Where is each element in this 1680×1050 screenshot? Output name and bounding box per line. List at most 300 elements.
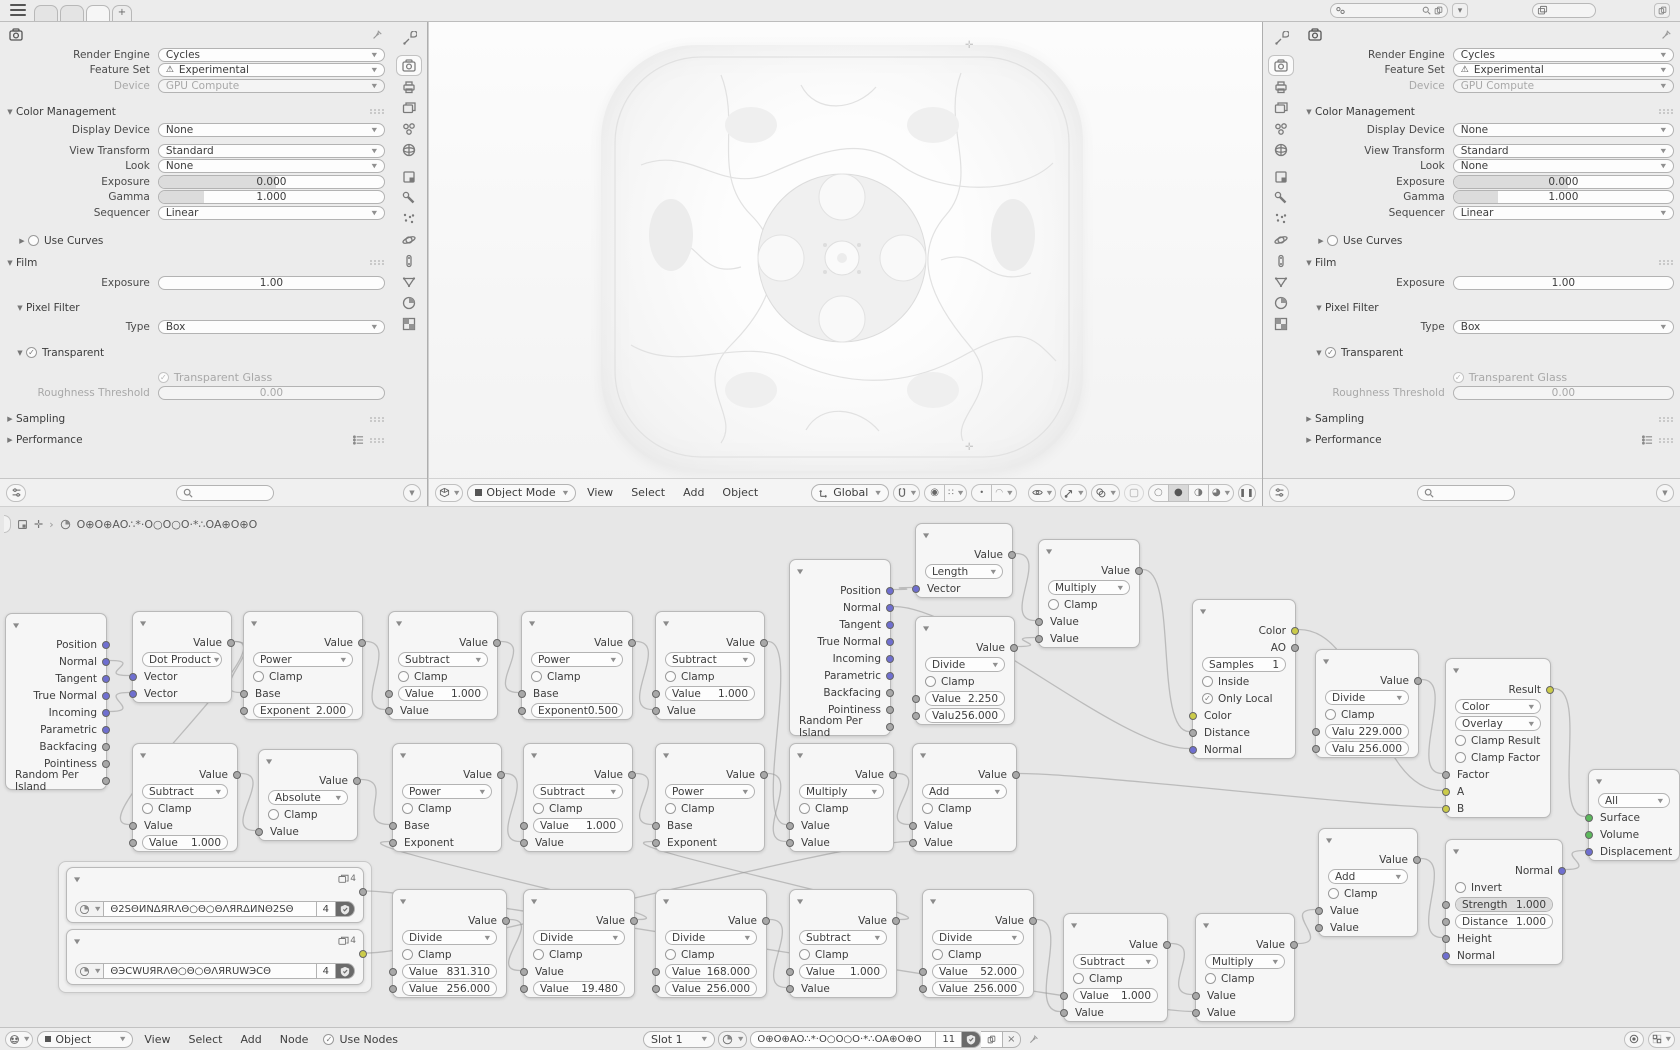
add-workspace-button[interactable]: + [112, 5, 132, 21]
section-pixel-filter[interactable] [1313, 301, 1674, 315]
tab-texture-icon[interactable] [1268, 313, 1294, 334]
fake-user-shield-icon[interactable] [336, 963, 355, 979]
tab-scene-icon[interactable] [396, 118, 422, 139]
input-socket[interactable] [389, 985, 397, 993]
input-socket[interactable] [1442, 935, 1450, 943]
node-header[interactable] [524, 744, 632, 766]
tab-material-icon[interactable] [1268, 292, 1294, 313]
node-header[interactable] [656, 890, 766, 912]
output-socket[interactable] [102, 743, 110, 751]
input-socket[interactable] [919, 985, 927, 993]
node-value-field[interactable] [531, 703, 623, 718]
node-header[interactable] [1316, 650, 1418, 672]
editor-type-button[interactable] [1269, 484, 1289, 502]
falloff-group[interactable]: • ◠ ▼ [971, 484, 1016, 502]
node-mul2[interactable] [1038, 539, 1140, 648]
node-dropdown[interactable] [1598, 793, 1670, 808]
node-header[interactable] [1039, 540, 1139, 562]
input-socket[interactable] [1585, 831, 1593, 839]
node-dropdown[interactable] [268, 790, 348, 805]
shading-wireframe-button[interactable]: ○ [1148, 484, 1168, 502]
node-checkbox[interactable] [1205, 973, 1255, 985]
grip-icon[interactable] [370, 417, 385, 422]
shader-node-editor[interactable] [0, 507, 1680, 1050]
prop-dd-feature-set[interactable] [1453, 63, 1674, 77]
output-socket[interactable] [227, 639, 235, 647]
input-socket[interactable] [912, 585, 920, 593]
node-checkbox[interactable] [922, 803, 972, 815]
input-socket[interactable] [1192, 1009, 1200, 1017]
node-out1[interactable] [1588, 769, 1680, 861]
tab-physics-icon[interactable] [1268, 229, 1294, 250]
output-socket[interactable] [628, 771, 636, 779]
menu-add[interactable]: Add [683, 486, 705, 499]
grip-icon[interactable] [1659, 260, 1674, 265]
backdrop-icon[interactable] [1624, 1031, 1644, 1048]
node-menu-add[interactable]: Add [240, 1032, 262, 1046]
node-value-field[interactable] [799, 964, 887, 979]
output-socket[interactable] [353, 777, 361, 785]
output-socket[interactable] [886, 621, 894, 629]
prop-dd-render-engine[interactable] [158, 48, 385, 62]
tab-object-icon[interactable] [1268, 166, 1294, 187]
collapse-icon[interactable]: ▼ [663, 897, 670, 905]
input-socket[interactable] [912, 695, 920, 703]
node-value-field[interactable] [402, 964, 497, 979]
collapse-icon[interactable]: ▼ [529, 619, 536, 627]
prop-slider-exposure[interactable] [158, 175, 385, 189]
collapse-icon[interactable]: ▼ [797, 567, 804, 575]
prop-dd-display-device[interactable] [158, 123, 385, 137]
node-dropdown[interactable] [925, 657, 1005, 672]
input-socket[interactable] [1442, 771, 1450, 779]
collapse-icon[interactable]: ▼ [1453, 666, 1460, 674]
section-performance[interactable] [4, 433, 385, 447]
transparent-glass-checkbox[interactable] [158, 371, 385, 384]
tab-output-icon[interactable] [1268, 76, 1294, 97]
options-dropdown[interactable]: ▼ [1656, 484, 1674, 502]
node-dropdown[interactable] [402, 930, 497, 945]
node-header[interactable] [1319, 829, 1417, 851]
editor-type-dropdown-nodes[interactable]: ▼ [5, 1031, 33, 1048]
section-transparent[interactable] [14, 346, 385, 360]
collapse-icon[interactable]: ▼ [251, 619, 258, 627]
list-icon[interactable] [1642, 435, 1653, 445]
node-mix1[interactable] [1445, 658, 1551, 818]
prop-dd-sequencer[interactable] [1453, 206, 1674, 220]
menu-view[interactable]: View [587, 486, 614, 499]
datablock-icon-dropdown[interactable]: ▼ [75, 963, 103, 979]
collapse-icon[interactable]: ▼ [1326, 836, 1333, 844]
tab-world-icon[interactable] [396, 139, 422, 160]
unlink-material-button[interactable]: × [1003, 1031, 1020, 1048]
node-checkbox[interactable] [1202, 676, 1249, 688]
collapse-icon[interactable]: ▼ [663, 619, 670, 627]
node-value-field[interactable] [402, 981, 497, 996]
collapse-icon[interactable]: ▼ [1200, 607, 1207, 615]
output-socket[interactable] [102, 692, 110, 700]
input-socket[interactable] [1189, 712, 1197, 720]
input-socket[interactable] [909, 839, 917, 847]
input-socket[interactable] [389, 822, 397, 830]
material-datablock-icon[interactable]: ▼ [718, 1031, 747, 1048]
node-add1[interactable] [912, 743, 1017, 852]
node-g52[interactable] [922, 889, 1034, 998]
node-value-field[interactable] [533, 818, 623, 833]
section-color-management[interactable] [4, 105, 385, 119]
prop-dd-device[interactable] [158, 79, 385, 93]
node-checkbox[interactable] [665, 949, 715, 961]
node-gsub6[interactable] [1063, 913, 1168, 1022]
input-socket[interactable] [1442, 952, 1450, 960]
fake-user-shield-icon[interactable] [336, 901, 355, 917]
input-socket[interactable] [520, 839, 528, 847]
input-socket[interactable] [912, 712, 920, 720]
input-socket[interactable] [1312, 728, 1320, 736]
prop-field-roughness-threshold[interactable] [1453, 386, 1674, 400]
output-socket[interactable] [886, 723, 894, 731]
input-socket[interactable] [786, 839, 794, 847]
input-socket[interactable] [1060, 992, 1068, 1000]
node-dropdown[interactable] [1073, 954, 1158, 969]
collapse-icon[interactable]: ▼ [531, 751, 538, 759]
input-socket[interactable] [129, 673, 137, 681]
tab-object-data-icon[interactable] [1268, 271, 1294, 292]
node-dropdown[interactable] [799, 930, 887, 945]
node-checkbox[interactable] [1325, 709, 1375, 721]
tab-output-icon[interactable] [396, 76, 422, 97]
datablock-users-count[interactable]: 4 [317, 901, 336, 917]
node-value-field[interactable] [1073, 988, 1158, 1003]
use-curves-fold[interactable] [16, 234, 385, 248]
output-socket[interactable] [886, 706, 894, 714]
node-checkbox[interactable] [531, 671, 581, 683]
input-socket[interactable] [385, 690, 393, 698]
node-div2[interactable] [1315, 649, 1419, 758]
input-socket[interactable] [520, 968, 528, 976]
input-socket[interactable] [129, 822, 137, 830]
node-dropdown[interactable] [1205, 954, 1285, 969]
node-ao1[interactable] [1192, 599, 1296, 759]
input-socket[interactable] [1315, 924, 1323, 932]
scene-selector[interactable] [1330, 3, 1448, 18]
input-socket[interactable] [1442, 901, 1450, 909]
section-sampling[interactable] [4, 412, 385, 426]
node-dropdown[interactable] [1048, 580, 1130, 595]
prop-dd-type[interactable] [1453, 320, 1674, 334]
input-socket[interactable] [1442, 805, 1450, 813]
collapse-icon[interactable]: ▼ [140, 619, 147, 627]
output-socket[interactable] [628, 639, 636, 647]
node-header[interactable] [923, 890, 1033, 912]
node-header[interactable] [393, 890, 506, 912]
prop-field-roughness-threshold[interactable] [158, 386, 385, 400]
collapse-icon[interactable]: ▼ [923, 624, 930, 632]
shader-type-dropdown[interactable]: Object ▼ [37, 1031, 133, 1048]
node-dropdown[interactable] [1328, 869, 1408, 884]
output-socket[interactable] [102, 658, 110, 666]
input-socket[interactable] [1060, 1009, 1068, 1017]
node-g19[interactable] [523, 889, 635, 998]
snap-grid-dropdown[interactable]: ▼ [1648, 1031, 1675, 1048]
input-socket[interactable] [919, 968, 927, 976]
options-dropdown[interactable]: ▼ [403, 484, 421, 502]
tab-constraints-icon[interactable] [396, 250, 422, 271]
node-header[interactable] [916, 617, 1014, 639]
output-socket[interactable] [886, 655, 894, 663]
collapse-icon[interactable]: ▼ [140, 751, 147, 759]
node-value-field[interactable] [932, 981, 1024, 996]
material-users-count[interactable]: 11 [936, 1031, 962, 1048]
node-dot1[interactable] [132, 611, 232, 703]
node-checkbox[interactable] [665, 671, 715, 683]
tab-world-icon[interactable] [1268, 139, 1294, 160]
grip-icon[interactable] [370, 260, 385, 265]
xray-toggle[interactable] [1124, 484, 1144, 502]
node-dropdown[interactable] [398, 652, 488, 667]
node-value-field[interactable] [665, 981, 757, 996]
input-socket[interactable] [129, 690, 137, 698]
collapse-icon[interactable]: ▼ [797, 897, 804, 905]
menu-select[interactable]: Select [631, 486, 666, 499]
prop-dd-look[interactable] [158, 159, 385, 173]
output-socket[interactable] [762, 917, 770, 925]
output-socket[interactable] [630, 917, 638, 925]
new-scene-button[interactable]: ▾ [1452, 3, 1468, 18]
tab-view-layer-icon[interactable] [396, 97, 422, 118]
input-socket[interactable] [255, 828, 263, 836]
node-pow2[interactable] [521, 611, 633, 720]
search-input[interactable] [1417, 485, 1515, 501]
node-checkbox[interactable] [932, 949, 982, 961]
tab-modifiers-icon[interactable] [1268, 187, 1294, 208]
node-len1[interactable] [915, 523, 1013, 598]
node-pow4[interactable] [655, 743, 765, 852]
transparent-glass-checkbox[interactable] [1453, 371, 1674, 384]
node-dropdown[interactable] [665, 930, 757, 945]
view-object-types-dropdown[interactable]: ▼ [1028, 484, 1056, 502]
node-dropdown[interactable] [1325, 690, 1409, 705]
node-dropdown[interactable] [799, 784, 884, 799]
menu-icon[interactable] [10, 4, 26, 16]
node-header[interactable] [133, 612, 231, 634]
input-socket[interactable] [652, 822, 660, 830]
input-socket[interactable] [520, 985, 528, 993]
prop-dd-render-engine[interactable] [1453, 48, 1674, 62]
tab-render-icon[interactable] [396, 55, 422, 76]
collapse-icon[interactable]: ▼ [400, 897, 407, 905]
node-checkbox[interactable] [253, 671, 303, 683]
output-socket[interactable] [359, 888, 367, 896]
editor-type-dropdown[interactable]: ▼ [435, 484, 463, 502]
output-socket[interactable] [502, 917, 510, 925]
node-header[interactable] [913, 744, 1016, 766]
collapse-icon[interactable]: ▼ [1453, 847, 1460, 855]
node-checkbox[interactable] [799, 949, 849, 961]
collapse-icon[interactable]: ▼ [396, 619, 403, 627]
node-checkbox[interactable] [268, 809, 318, 821]
tab-physics-icon[interactable] [396, 229, 422, 250]
output-socket[interactable] [886, 638, 894, 646]
input-socket[interactable] [1192, 992, 1200, 1000]
fake-user-shield-icon[interactable] [962, 1031, 981, 1048]
input-socket[interactable] [240, 690, 248, 698]
output-socket[interactable] [886, 587, 894, 595]
tab-tool-icon[interactable] [1268, 28, 1294, 49]
node-dropdown[interactable] [142, 784, 228, 799]
input-socket[interactable] [786, 968, 794, 976]
tab-particles-icon[interactable] [1268, 208, 1294, 229]
collapse-icon[interactable]: ▼ [1596, 777, 1603, 785]
node-value-field[interactable] [932, 964, 1024, 979]
input-socket[interactable] [1585, 814, 1593, 822]
node-header[interactable] [1064, 914, 1167, 936]
section-film[interactable] [4, 256, 385, 270]
node-checkbox[interactable] [398, 671, 448, 683]
datablock-icon-dropdown[interactable]: ▼ [75, 901, 103, 917]
node-checkbox[interactable] [1455, 882, 1502, 894]
node-value-field[interactable] [1202, 657, 1286, 672]
node-checkbox[interactable] [402, 949, 452, 961]
output-socket[interactable] [497, 771, 505, 779]
tab-render-icon[interactable] [1268, 55, 1294, 76]
input-socket[interactable] [1035, 618, 1043, 626]
list-icon[interactable] [353, 435, 364, 445]
input-socket[interactable] [786, 985, 794, 993]
output-socket[interactable] [892, 917, 900, 925]
node-sub4[interactable] [523, 743, 633, 852]
node-datablock-imgA[interactable] [66, 867, 364, 923]
node-graph[interactable] [0, 507, 1680, 1027]
node-mul1[interactable] [789, 743, 894, 852]
node-div1[interactable] [915, 616, 1015, 725]
pin-icon[interactable] [1660, 29, 1672, 41]
output-socket[interactable] [1010, 644, 1018, 652]
prop-dd-type[interactable] [158, 320, 385, 334]
node-sub2[interactable] [655, 611, 765, 720]
collapse-icon[interactable]: ▼ [930, 897, 937, 905]
prop-dd-feature-set[interactable] [158, 63, 385, 77]
node-geo1[interactable] [5, 613, 107, 793]
node-checkbox[interactable] [1328, 888, 1378, 900]
output-socket[interactable] [1008, 551, 1016, 559]
node-value-field[interactable] [665, 686, 755, 701]
pause-button[interactable]: ❚❚ [1238, 484, 1256, 502]
output-socket[interactable] [102, 709, 110, 717]
node-header[interactable] [244, 612, 362, 634]
node-header[interactable] [656, 744, 764, 766]
input-socket[interactable] [652, 707, 660, 715]
node-header[interactable] [393, 744, 501, 766]
section-sampling[interactable] [1303, 412, 1674, 426]
node-dropdown[interactable] [253, 652, 353, 667]
grip-icon[interactable] [1659, 109, 1674, 114]
output-socket[interactable] [1413, 856, 1421, 864]
search-input[interactable] [176, 485, 274, 501]
node-header[interactable] [67, 868, 363, 890]
node-header[interactable] [790, 560, 890, 582]
node-checkbox[interactable] [142, 803, 192, 815]
output-socket[interactable] [102, 760, 110, 768]
node-value-field[interactable] [925, 708, 1005, 723]
use-nodes-checkbox[interactable]: ✓ Use Nodes [323, 1033, 398, 1046]
proportional-editing[interactable]: ◉ ∷ ▼ [924, 484, 967, 502]
node-checkbox[interactable] [799, 803, 849, 815]
link-icon[interactable] [1654, 3, 1670, 18]
use-curves-checkbox[interactable] [28, 235, 39, 246]
node-header[interactable] [790, 890, 896, 912]
collapse-icon[interactable]: ▼ [920, 751, 927, 759]
shading-rendered-button[interactable]: ◕ ▼ [1208, 484, 1234, 502]
node-header[interactable] [1589, 770, 1679, 792]
node-header[interactable] [522, 612, 632, 634]
input-socket[interactable] [786, 822, 794, 830]
menu-object[interactable]: Object [722, 486, 759, 499]
datablock-name-field[interactable] [103, 963, 316, 979]
gizmos-dropdown[interactable]: ▼ [1060, 484, 1087, 502]
node-sub1[interactable] [388, 611, 498, 720]
node-header[interactable] [916, 524, 1012, 546]
prop-dd-view-transform[interactable] [1453, 144, 1674, 158]
prop-dd-view-transform[interactable] [158, 144, 385, 158]
node-value-field[interactable] [1325, 741, 1409, 756]
input-socket[interactable] [1189, 746, 1197, 754]
node-header[interactable] [67, 930, 363, 952]
node-checkbox[interactable] [402, 803, 452, 815]
collapse-icon[interactable]: ▼ [400, 751, 407, 759]
section-checkbox[interactable]: ✓ [1325, 347, 1336, 358]
node-g831[interactable] [392, 889, 507, 998]
use-curves-checkbox[interactable] [1327, 235, 1338, 246]
node-value-field[interactable] [1455, 914, 1553, 929]
slot-dropdown[interactable]: Slot 1 ▼ [643, 1031, 715, 1048]
input-socket[interactable] [1312, 745, 1320, 753]
section-checkbox[interactable]: ✓ [26, 347, 37, 358]
node-dropdown[interactable] [932, 930, 1024, 945]
input-socket[interactable] [909, 822, 917, 830]
output-socket[interactable] [233, 771, 241, 779]
input-socket[interactable] [240, 707, 248, 715]
output-socket[interactable] [493, 639, 501, 647]
output-socket[interactable] [102, 777, 110, 785]
tab-object-icon[interactable] [396, 166, 422, 187]
prop-slider-gamma[interactable] [158, 190, 385, 204]
output-socket[interactable] [1291, 644, 1299, 652]
prop-slider-exposure[interactable] [1453, 175, 1674, 189]
node-menu-node[interactable]: Node [279, 1032, 309, 1046]
output-socket[interactable] [1291, 627, 1299, 635]
node-geo2[interactable] [789, 559, 891, 739]
output-socket[interactable] [1135, 567, 1143, 575]
node-menu-view[interactable]: View [144, 1032, 171, 1046]
output-socket[interactable] [102, 726, 110, 734]
tab-scene-icon[interactable] [1268, 118, 1294, 139]
pin-icon[interactable] [1028, 1034, 1039, 1045]
node-dropdown[interactable] [533, 930, 625, 945]
output-socket[interactable] [1558, 867, 1566, 875]
tab-texture-icon[interactable] [396, 313, 422, 334]
node-pow3[interactable] [392, 743, 502, 852]
node-header[interactable] [6, 614, 106, 636]
workspace-tab[interactable] [60, 5, 84, 21]
input-socket[interactable] [389, 968, 397, 976]
node-header[interactable] [1196, 914, 1294, 936]
output-socket[interactable] [359, 950, 367, 958]
prop-field-exposure[interactable] [158, 276, 385, 290]
node-checkbox[interactable] [925, 676, 975, 688]
copy-material-button[interactable] [981, 1031, 1003, 1048]
datablock-name-field[interactable] [103, 901, 316, 917]
